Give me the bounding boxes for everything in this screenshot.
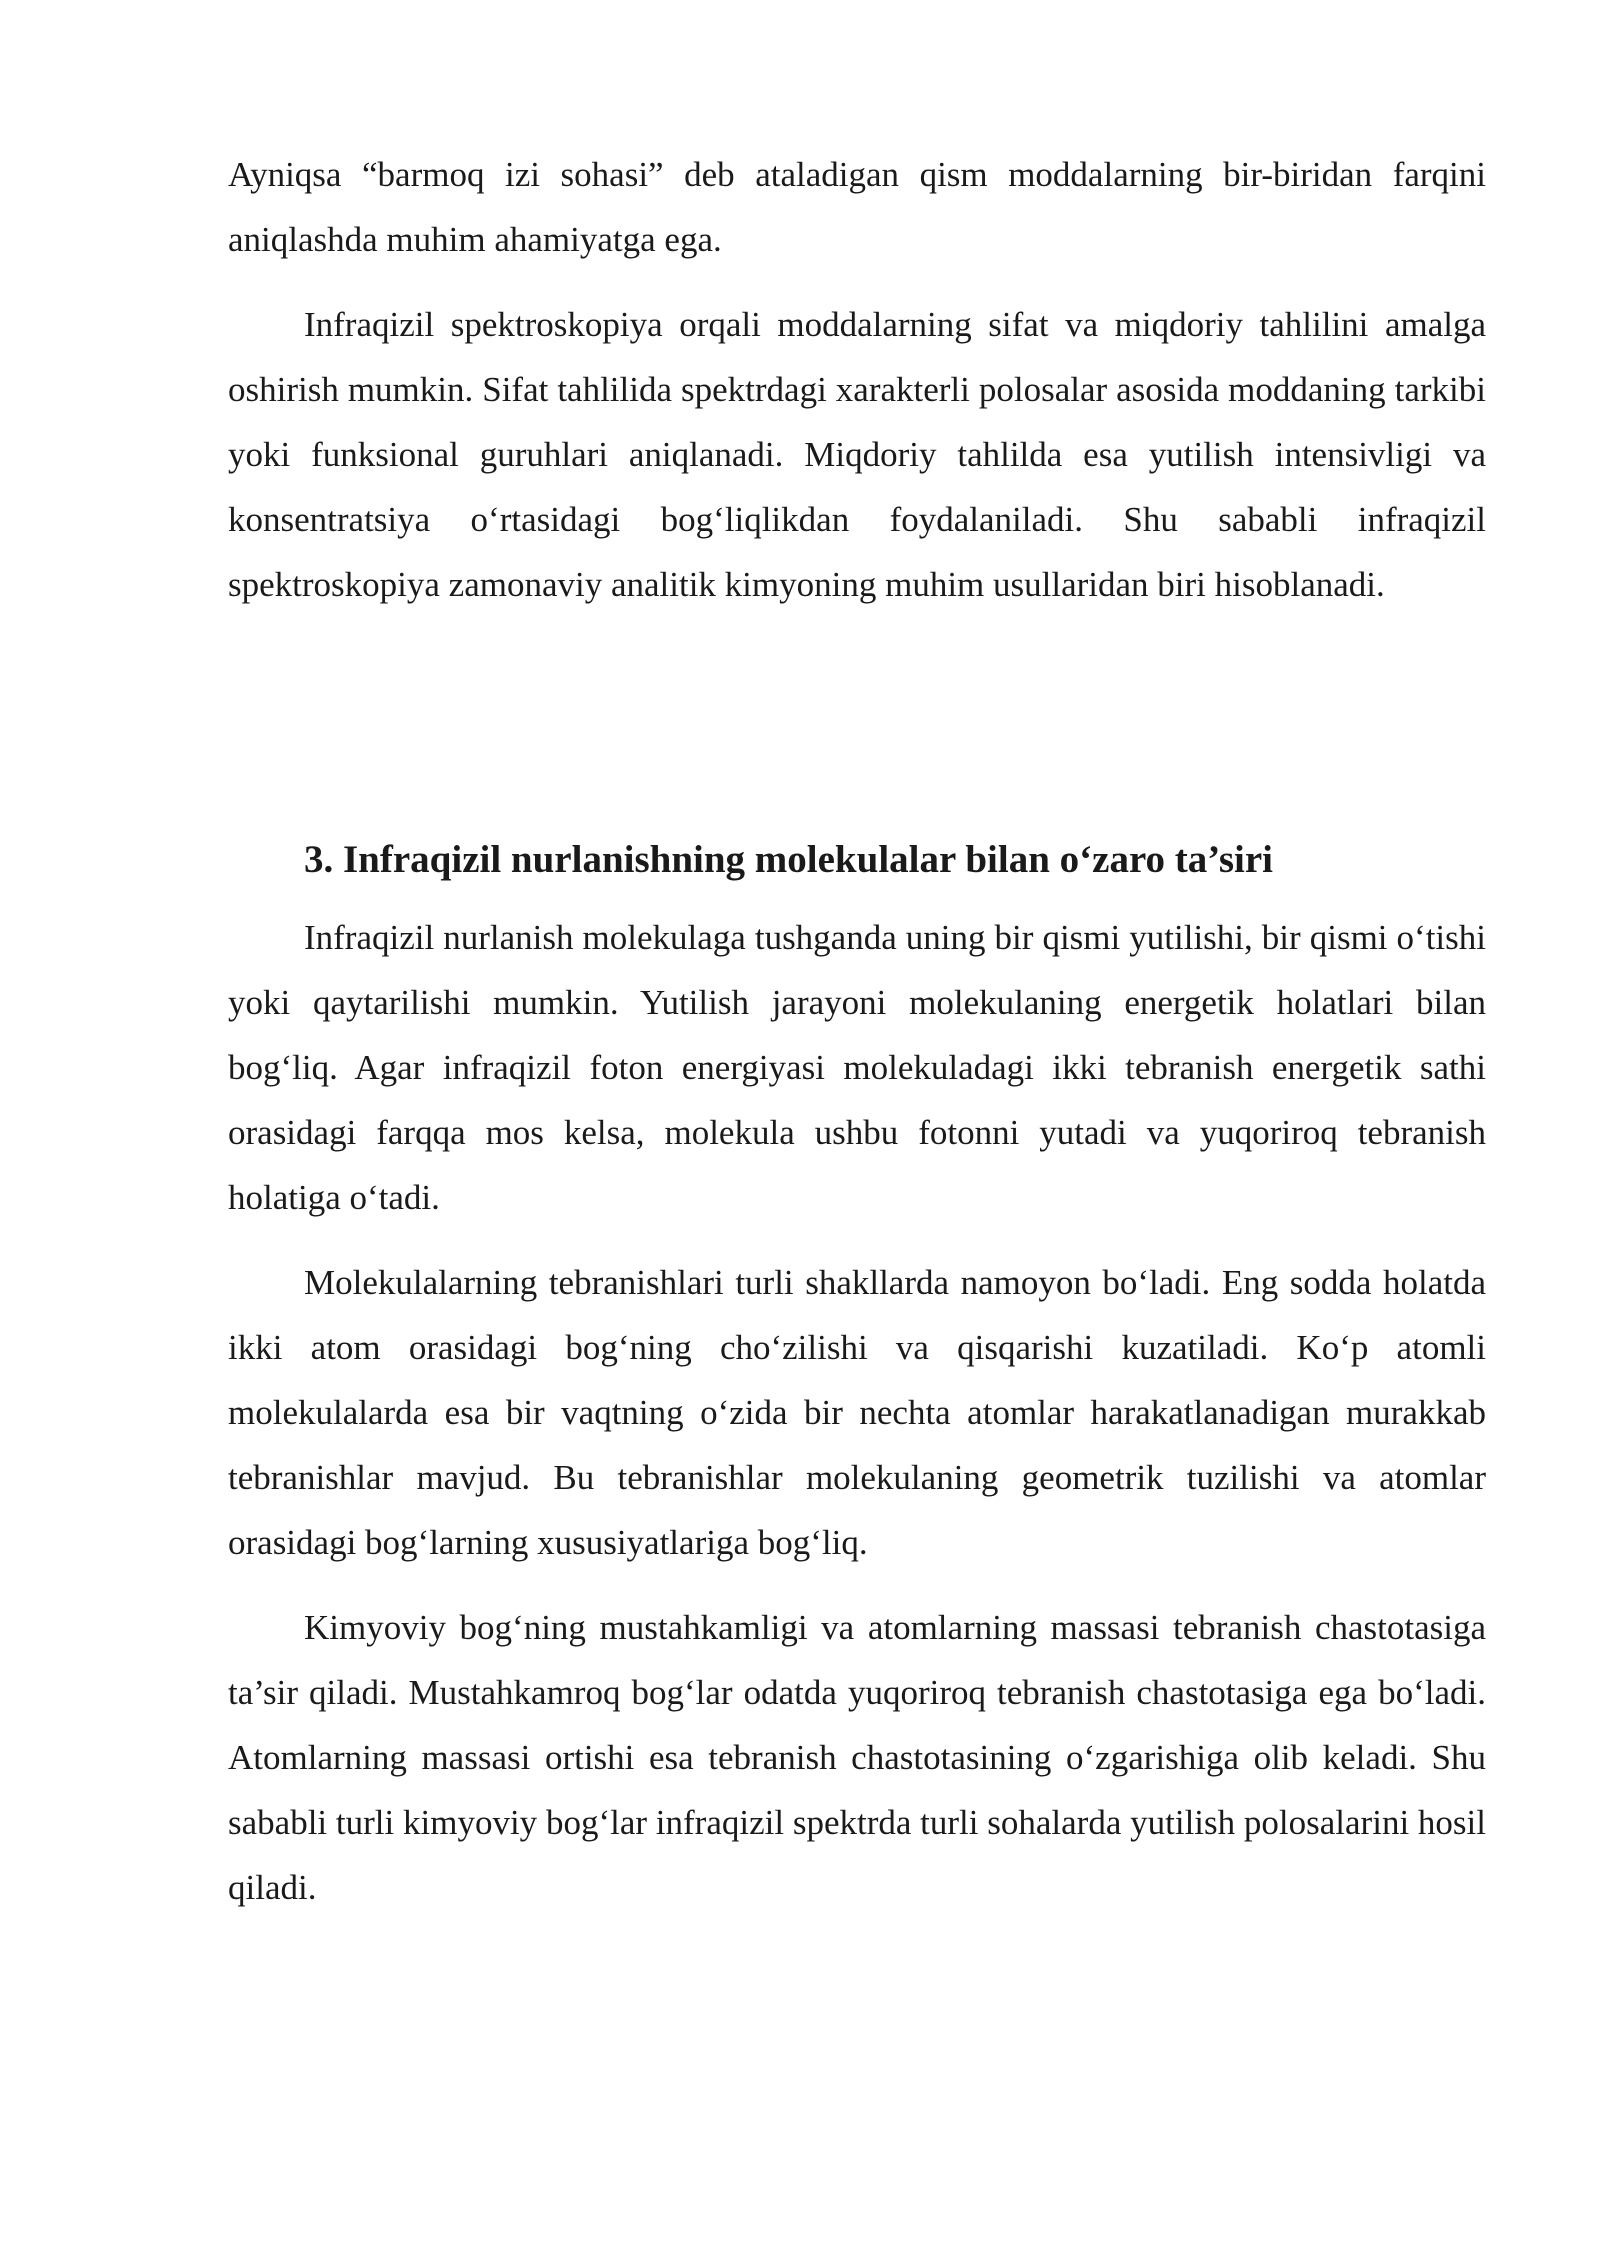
paragraph-qualitative-quantitative-analysis: Infraqizil spektroskopiya orqali moddalarning sifat va miqdoriy tahlilini amalga oshirish mumkin. Sifat tahlilida spektrdagi xarakterli polosalar asosida moddaning tarkibi yoki funksional guruhlari aniqlanadi. Miqdoriy tahlilda esa yutilish intensivligi va konsentratsiya o‘rtasidagi bog‘liqlikdan foydalaniladi. Shu sababli infraqizil spektroskopiya zamonaviy analitik kimyoning muhim usullaridan biri hisoblanadi. [228, 305, 1486, 604]
paragraph-bond-strength-mass: Kimyoviy bog‘ning mustahkamligi va atomlarning massasi tebranish chastotasiga ta’sir qiladi. Mustahkamroq bog‘lar odatda yuqoriroq tebranish chastotasiga ega bo‘ladi. Atomlarning massasi ortishi esa tebranish chastotasining o‘zgarishiga olib keladi. Shu sababli turli kimyoviy bog‘lar infraqizil spektrda turli sohalarda yutilish polosalarini hosil qiladi. [228, 1608, 1486, 1907]
document-page [228, 142, 1486, 1920]
paragraph-fingerprint-region: Ayniqsa “barmoq izi sohasi” deb ataladigan qism moddalarning bir-biridan farqini aniqlashda muhim ahamiyatga ega. [228, 155, 1486, 259]
paragraph-molecular-vibrations: Molekulalarning tebranishlari turli shakllarda namoyon bo‘ladi. Eng sodda holatda ikki atom orasidagi bog‘ning cho‘zilishi va qisqarishi kuzatiladi. Ko‘p atomli molekulalarda esa bir vaqtning o‘zida bir nechta atomlar harakatlanadigan murakkab tebranishlar mavjud. Bu tebranishlar molekulaning geometrik tuzilishi va atomlar orasidagi bog‘larning xususiyatlariga bog‘liq. [228, 1263, 1486, 1562]
section-heading: 3. Infraqizil nurlanishning molekulalar bilan o‘zaro ta’siri [304, 838, 1273, 881]
paragraph-ir-absorption: Infraqizil nurlanish molekulaga tushganda uning bir qismi yutilishi, bir qismi o‘tishi yoki qaytarilishi mumkin. Yutilish jarayoni molekulaning energetik holatlari bilan bog‘liq. Agar infraqizil foton energiyasi molekuladagi ikki tebranish energetik sathi orasidagi farqqa mos kelsa, molekula ushbu fotonni yutadi va yuqoriroq tebranish holatiga o‘tadi. [228, 918, 1486, 1217]
